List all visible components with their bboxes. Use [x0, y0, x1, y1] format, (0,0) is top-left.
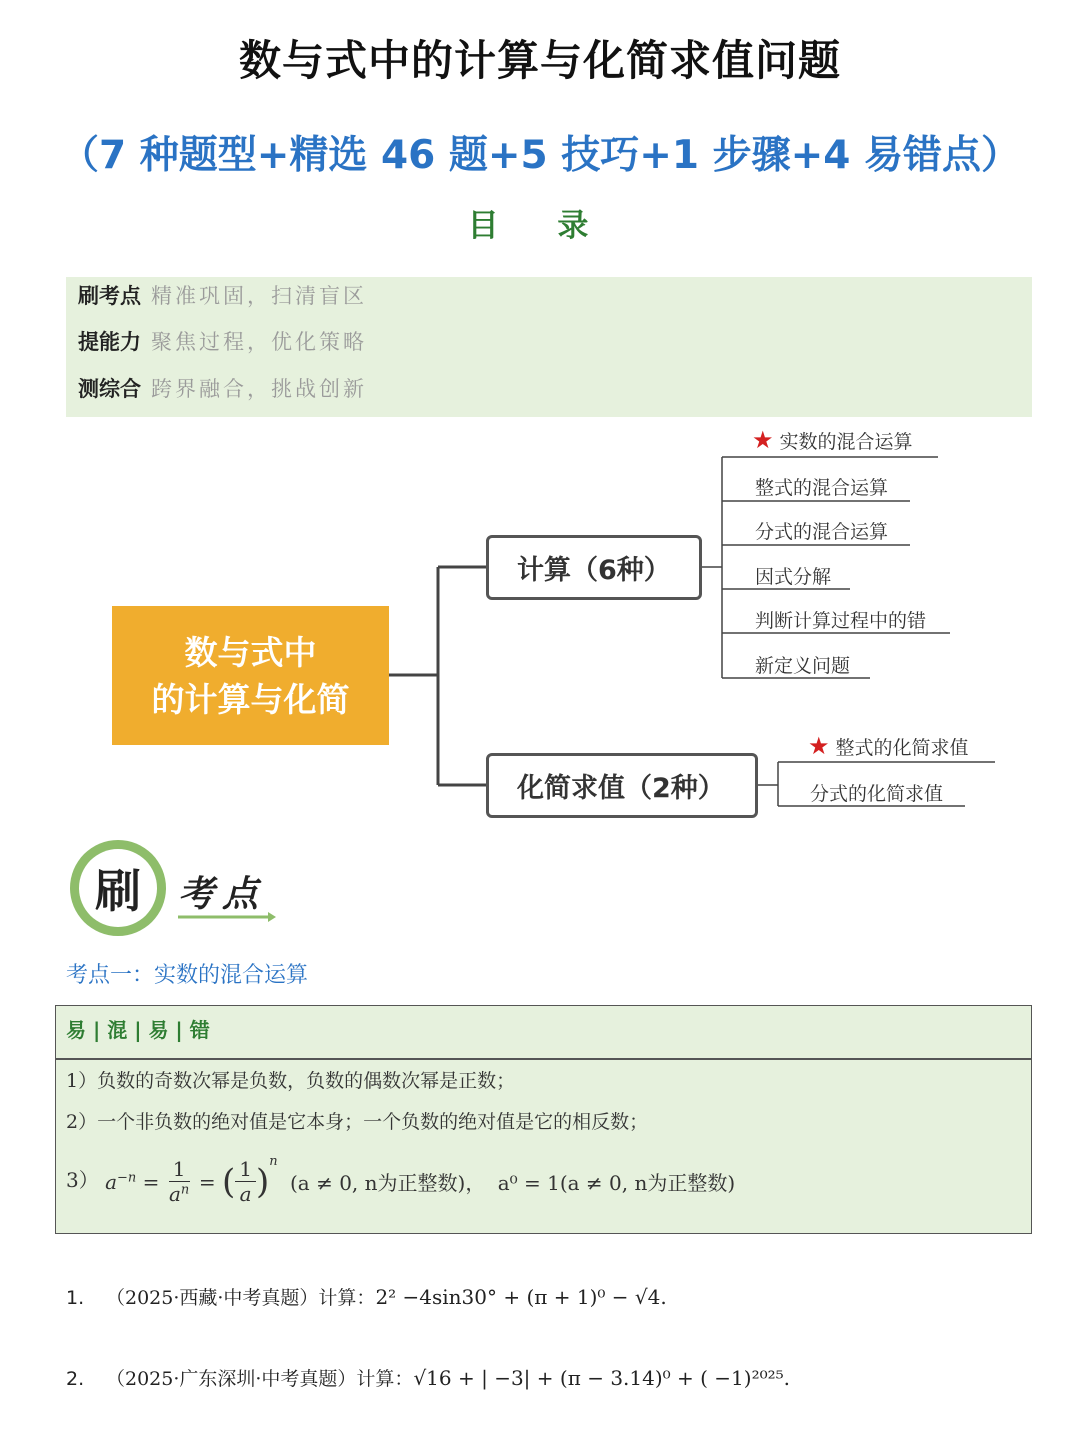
branch-simplify: 化简求值（2种） [486, 753, 758, 818]
intro-label: 刷考点 [78, 284, 141, 308]
question-number: 2. [66, 1368, 85, 1390]
star-icon: ★ [808, 732, 830, 760]
intro-row [78, 280, 367, 310]
intro-box [66, 277, 1032, 417]
divider [56, 1058, 1031, 1060]
badge-text: 考点 [178, 873, 267, 915]
mindmap-root [112, 606, 389, 745]
formula-rule: a⁰ = 1(a ≠ 0, n为正整数) [497, 1171, 736, 1195]
formula-condition: (a ≠ 0, n为正整数)， [290, 1171, 486, 1195]
leaf-item: 新定义问题 [755, 655, 851, 677]
root-line: 的计算与化简 [151, 679, 350, 719]
question-expression: 2² −4sin30° + (π + 1)⁰ − √4. [375, 1285, 667, 1309]
intro-row [78, 373, 367, 403]
badge-char: 刷 [79, 849, 157, 927]
question-item [66, 1283, 667, 1310]
question-source: （2025·广东深圳·中考真题）计算： [106, 1368, 414, 1390]
branch-compute: 计算（6种） [486, 535, 702, 600]
error-item: 2）一个非负数的绝对值是它本身；一个负数的绝对值是它的相反数； [66, 1111, 649, 1133]
intro-text: 聚焦过程，优化策略 [151, 330, 367, 354]
leaf-item [752, 426, 913, 454]
error-item: 1）负数的奇数次幂是负数，负数的偶数次幂是正数； [66, 1070, 516, 1092]
question-source: （2025·西藏·中考真题）计算： [106, 1287, 376, 1309]
error-box [55, 1005, 1032, 1234]
error-box-header: 易 | 混 | 易 | 错 [66, 1018, 210, 1042]
badge-underline [178, 910, 278, 924]
leaf-item: 因式分解 [755, 566, 832, 588]
root-line: 数与式中 [184, 632, 317, 672]
leaf-label: 实数的混合运算 [779, 431, 913, 453]
error-item-formula: 3） $a^{-n}$ = $\frac{1}{a^n}$ = ( $\frac{1}{a}$ )$^n$ (a ≠ 0, n为正整数)， a⁰ = 1(a ≠ 0, n为正整数) [66, 1154, 736, 1206]
leaf-item [808, 732, 969, 760]
toc-heading: 目 录 [467, 208, 613, 244]
question-item [66, 1364, 790, 1391]
intro-label: 提能力 [78, 330, 141, 354]
leaf-item: 整式的混合运算 [755, 477, 889, 499]
intro-row [78, 326, 367, 356]
question-number: 1. [66, 1287, 85, 1309]
section-heading: 考点一：实数的混合运算 [66, 963, 309, 988]
star-icon: ★ [752, 426, 774, 454]
page-subtitle: （7 种题型+精选 46 题+5 技巧+1 步骤+4 易错点） [60, 133, 1020, 178]
page-title: 数与式中的计算与化简求值问题 [238, 36, 841, 85]
formula-prefix: 3） [66, 1168, 99, 1192]
badge-circle [70, 840, 166, 936]
question-expression: √16 + | −3| + (π − 3.14)⁰ + ( −1)²⁰²⁵. [413, 1366, 791, 1390]
intro-text: 精准巩固，扫清盲区 [151, 284, 367, 308]
leaf-item: 分式的化简求值 [810, 783, 944, 805]
intro-label: 测综合 [78, 377, 141, 401]
section-badge [70, 838, 280, 938]
leaf-label: 整式的化简求值 [835, 737, 969, 759]
leaf-item: 分式的混合运算 [755, 521, 889, 543]
leaf-item: 判断计算过程中的错 [755, 610, 927, 632]
intro-text: 跨界融合，挑战创新 [151, 377, 367, 401]
